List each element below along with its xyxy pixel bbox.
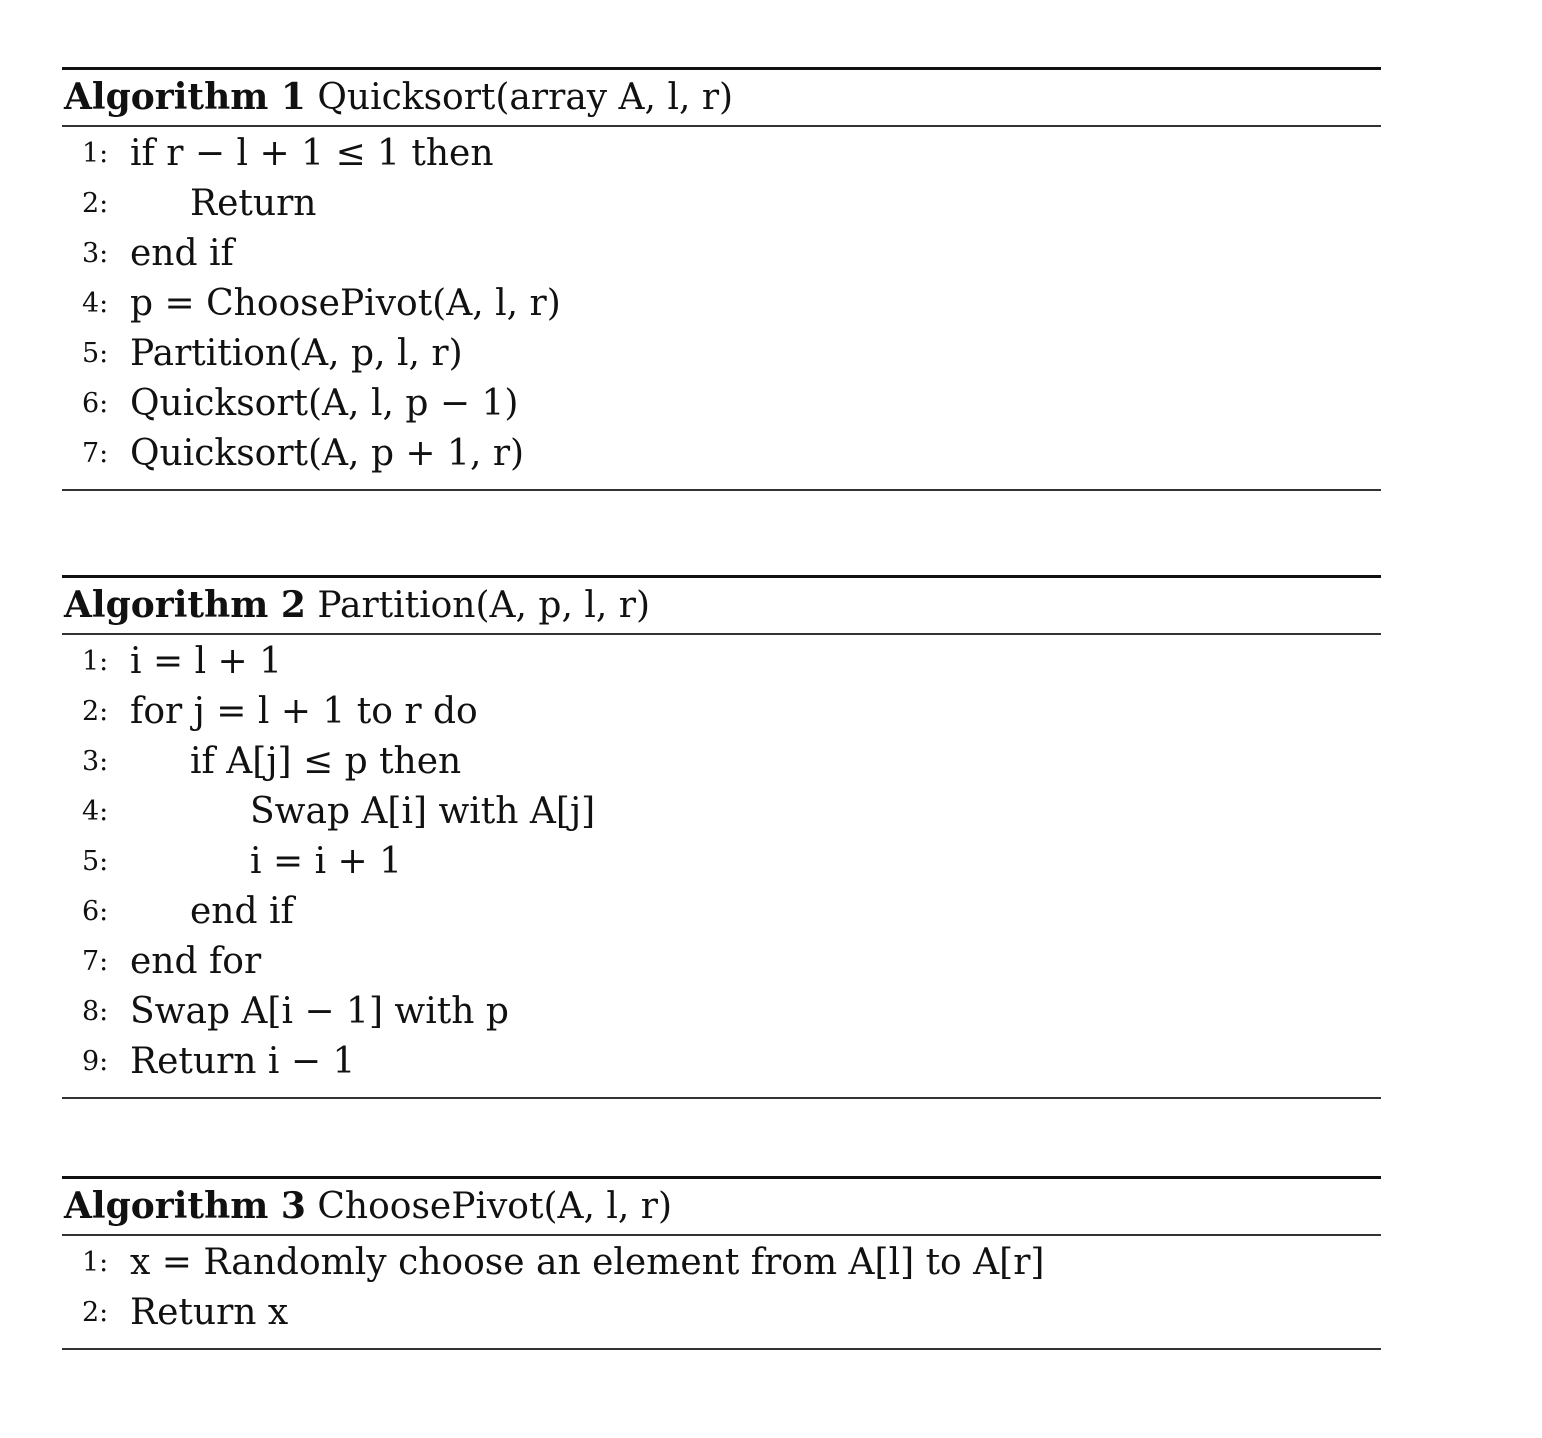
- line-number: 2:: [82, 188, 109, 219]
- line-number: 5:: [82, 338, 109, 369]
- algorithm-caption-text: Quicksort(array A, l, r): [317, 77, 734, 118]
- algorithm-line: [62, 429, 1381, 479]
- algorithm-line: [62, 1037, 1381, 1087]
- algorithm-1-block: [62, 67, 1381, 491]
- algorithm-caption: [62, 578, 1381, 633]
- algorithm-line: [62, 329, 1381, 379]
- algorithm-line: [62, 837, 1381, 887]
- algorithm-caption: [62, 1179, 1381, 1234]
- algorithm-body: [62, 635, 1381, 1097]
- line-code: end if: [130, 233, 234, 274]
- line-code: Quicksort(A, l, p − 1): [130, 383, 519, 424]
- line-number: 4:: [82, 796, 109, 827]
- line-code: Swap A[i] with A[j]: [250, 791, 596, 832]
- line-code: end if: [190, 891, 294, 932]
- algorithm-line: [62, 1288, 1381, 1338]
- line-code: if r − l + 1 ≤ 1 then: [130, 133, 494, 174]
- line-code: Quicksort(A, p + 1, r): [130, 433, 525, 474]
- line-code: x = Randomly choose an element from A[l] to A[r]: [130, 1242, 1045, 1283]
- algorithm-line: [62, 179, 1381, 229]
- algorithm-caption-label: Algorithm 2: [64, 584, 306, 626]
- algorithm-bottom-rule: [62, 1097, 1381, 1099]
- algorithm-caption-label: Algorithm 1: [64, 76, 306, 118]
- line-code: p = ChoosePivot(A, l, r): [130, 283, 561, 324]
- line-number: 5:: [82, 846, 109, 877]
- algorithm-caption: [62, 70, 1381, 125]
- line-code: for j = l + 1 to r do: [130, 691, 478, 732]
- algorithm-line: [62, 787, 1381, 837]
- algorithm-line: [62, 737, 1381, 787]
- algorithm-line: [62, 229, 1381, 279]
- line-code: i = l + 1: [130, 641, 283, 682]
- algorithm-3-block: [62, 1176, 1381, 1350]
- line-number: 3:: [82, 746, 109, 777]
- line-code: if A[j] ≤ p then: [190, 741, 462, 782]
- algorithm-line: [62, 379, 1381, 429]
- algorithm-line: [62, 687, 1381, 737]
- algorithm-bottom-rule: [62, 1348, 1381, 1350]
- line-number: 7:: [82, 438, 109, 469]
- line-number: 2:: [82, 696, 109, 727]
- algorithm-2-block: [62, 575, 1381, 1099]
- line-code: Return i − 1: [130, 1041, 356, 1082]
- algorithm-line: [62, 637, 1381, 687]
- line-number: 9:: [82, 1046, 109, 1077]
- line-number: 1:: [82, 646, 109, 677]
- line-number: 3:: [82, 238, 109, 269]
- algorithm-line: [62, 1238, 1381, 1288]
- algorithm-line: [62, 987, 1381, 1037]
- line-number: 2:: [82, 1297, 109, 1328]
- algorithm-body: [62, 127, 1381, 489]
- line-number: 1:: [82, 138, 109, 169]
- line-number: 7:: [82, 946, 109, 977]
- line-number: 6:: [82, 388, 109, 419]
- line-code: Return: [190, 183, 317, 224]
- line-code: end for: [130, 941, 262, 982]
- algorithm-body: [62, 1236, 1381, 1348]
- line-number: 6:: [82, 896, 109, 927]
- algorithm-line: [62, 887, 1381, 937]
- line-number: 4:: [82, 288, 109, 319]
- line-code: Partition(A, p, l, r): [130, 333, 463, 374]
- algorithm-bottom-rule: [62, 489, 1381, 491]
- line-code: Swap A[i − 1] with p: [130, 991, 509, 1032]
- algorithm-line: [62, 129, 1381, 179]
- algorithm-caption-label: Algorithm 3: [64, 1185, 306, 1227]
- line-code: i = i + 1: [250, 841, 403, 882]
- algorithm-line: [62, 279, 1381, 329]
- algorithm-caption-text: Partition(A, p, l, r): [317, 585, 650, 626]
- line-number: 8:: [82, 996, 109, 1027]
- line-code: Return x: [130, 1292, 289, 1333]
- algorithm-line: [62, 937, 1381, 987]
- algorithm-caption-text: ChoosePivot(A, l, r): [317, 1186, 673, 1227]
- line-number: 1:: [82, 1247, 109, 1278]
